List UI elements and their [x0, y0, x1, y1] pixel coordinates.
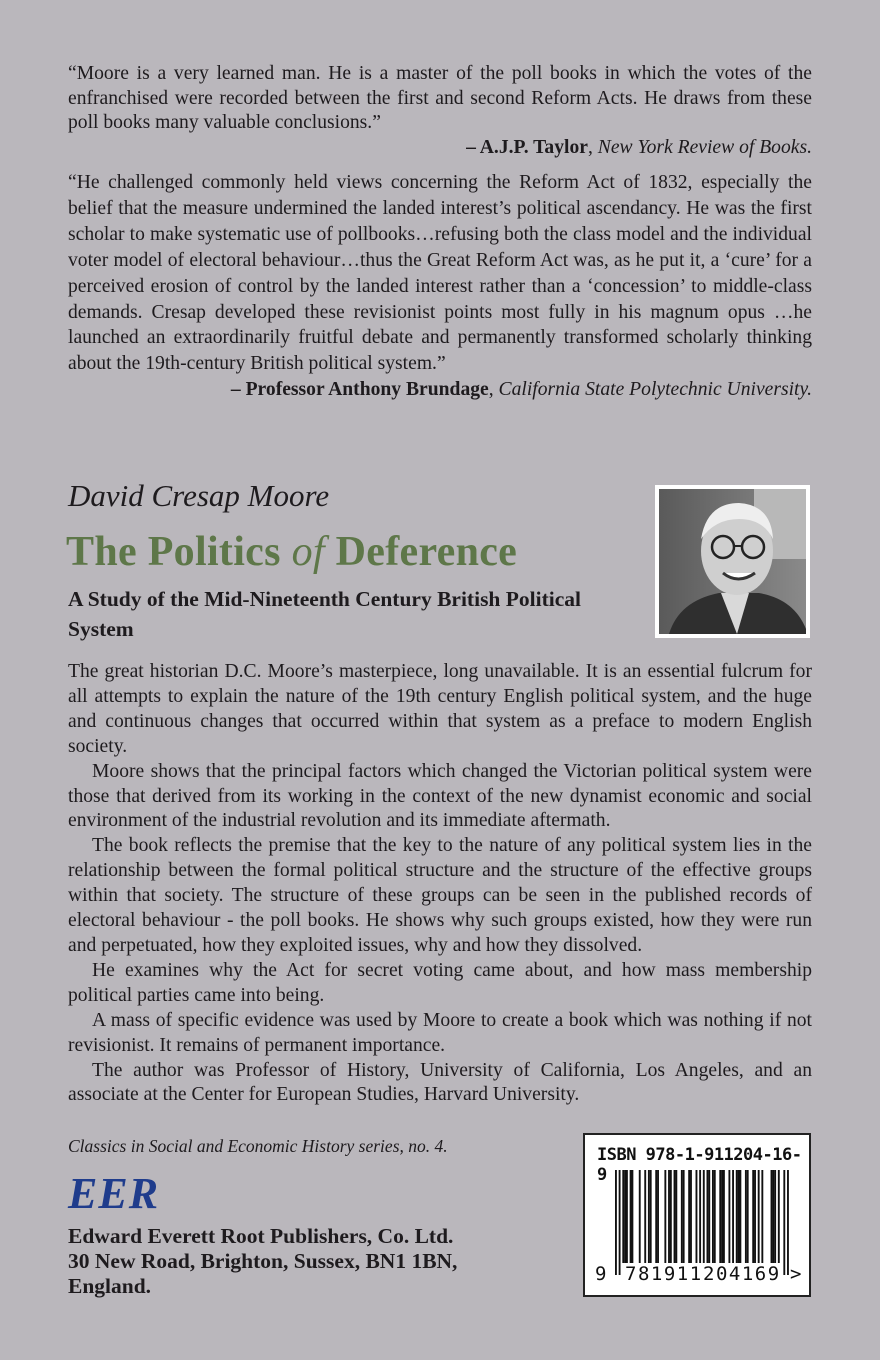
- title-part: Deference: [324, 529, 518, 575]
- quote-author: Professor Anthony Brundage: [245, 379, 489, 401]
- barcode-left-digits: 781911: [625, 1263, 703, 1285]
- book-title: [66, 528, 517, 576]
- barcode-bar: [619, 1170, 621, 1275]
- publisher-logo: EER: [68, 1169, 160, 1218]
- book-subtitle: A Study of the Mid-Nineteenth Century British Political System: [68, 587, 581, 641]
- description-paragraph: The book reflects the premise that the key to the nature of any political system lies in the relationship between the formal political structure and the structure of the effective groups within that society. The structure of these groups can be seen in the published records of electoral behaviour - the poll books. He shows why such groups existed, how they were run and perpetuated, how they exploited issues, why and how they dissolved.: [68, 835, 812, 956]
- dash: –: [230, 379, 246, 401]
- title-of: of: [291, 529, 325, 575]
- quote-source: New York Review of Books.: [597, 136, 812, 158]
- author-portrait-image: [659, 489, 806, 634]
- review-quote-brundage: [68, 170, 812, 403]
- description-paragraph: A mass of specific evidence was used by Moore to create a book which was nothing if not revisionist. It remains of permanent importance.: [68, 1009, 812, 1056]
- quote-author: A.J.P. Taylor: [479, 136, 588, 158]
- author-photo: [655, 485, 810, 638]
- dash: –: [466, 136, 480, 158]
- publisher-country: England.: [68, 1274, 152, 1298]
- barcode-bar: [783, 1170, 785, 1275]
- description-paragraph: He examines why the Act for secret voting came about, and how mass membership political parties came into being.: [68, 959, 812, 1006]
- quote-source: California State Polytechnic University.: [498, 379, 812, 401]
- title-part: The Politics: [66, 529, 292, 575]
- description-paragraph: Moore shows that the principal factors which changed the Victorian political system were those that derived from its working in the context of the new dynamist economic and social environment of the industrial revolution and its immediate aftermath.: [68, 760, 812, 832]
- barcode-bar: [787, 1170, 789, 1275]
- barcode-right-digits: 204169: [703, 1263, 781, 1285]
- book-author: David Cresap Moore: [68, 478, 330, 513]
- barcode-bar: [699, 1170, 701, 1275]
- description-paragraph: The great historian D.C. Moore’s masterpiece, long unavailable. It is an essential fulcrum for all attempts to explain the nature of the 19th century English political system, and the huge and continuous changes that occurred within that system as a preface to modern English society.: [68, 661, 812, 757]
- publisher-address: 30 New Road, Brighton, Sussex, BN1 1BN,: [68, 1249, 458, 1273]
- publisher-name: Edward Everett Root Publishers, Co. Ltd.: [68, 1224, 454, 1248]
- quote-text: “Moore is a very learned man. He is a master of the poll books in which the votes of the enfranchised were recorded between the first and second Reform Acts. He draws from these poll books many valuable conclusions.”: [68, 63, 812, 134]
- quote-text: “He challenged commonly held views concerning the Reform Act of 1832, especially the belief that the measure undermined the landed interest’s political ascendancy. He was the first scholar to make systematic use of pollbooks…refusing both the class model and the individual voter model of electoral behaviour…thus the Great Reform Act was, as he put it, a ‘cure’ for a perceived erosion of control by the landed interest rather than a ‘concession’ to middle-class demands. Cresap developed these revisionist points most fully in his magnum opus …he launched an extraordinarily fruitful debate and permanently transformed scholarly thinking about the 19th-century British political system.”: [68, 172, 812, 375]
- barcode-first-digit: 9: [595, 1263, 608, 1285]
- barcode-bar: [615, 1170, 617, 1275]
- isbn-barcode: [583, 1133, 811, 1297]
- isbn-label: ISBN 978-1-911204-16-9: [597, 1145, 802, 1185]
- description-paragraph: The author was Professor of History, University of California, Los Angeles, and an associate at the Center for European Studies, Harvard University.: [68, 1059, 812, 1106]
- barcode-bar: [703, 1170, 705, 1275]
- barcode-quiet-mark: >: [790, 1263, 803, 1285]
- review-quote-taylor: [68, 62, 812, 160]
- quote-attribution: – A.J.P. Taylor, New York Review of Books.: [466, 136, 812, 158]
- quote-attribution: – Professor Anthony Brundage, California State Polytechnic University.: [230, 379, 812, 401]
- publisher-info: [68, 1224, 457, 1299]
- book-description: [68, 660, 812, 1108]
- series-note: Classics in Social and Economic History series, no. 4.: [68, 1136, 448, 1156]
